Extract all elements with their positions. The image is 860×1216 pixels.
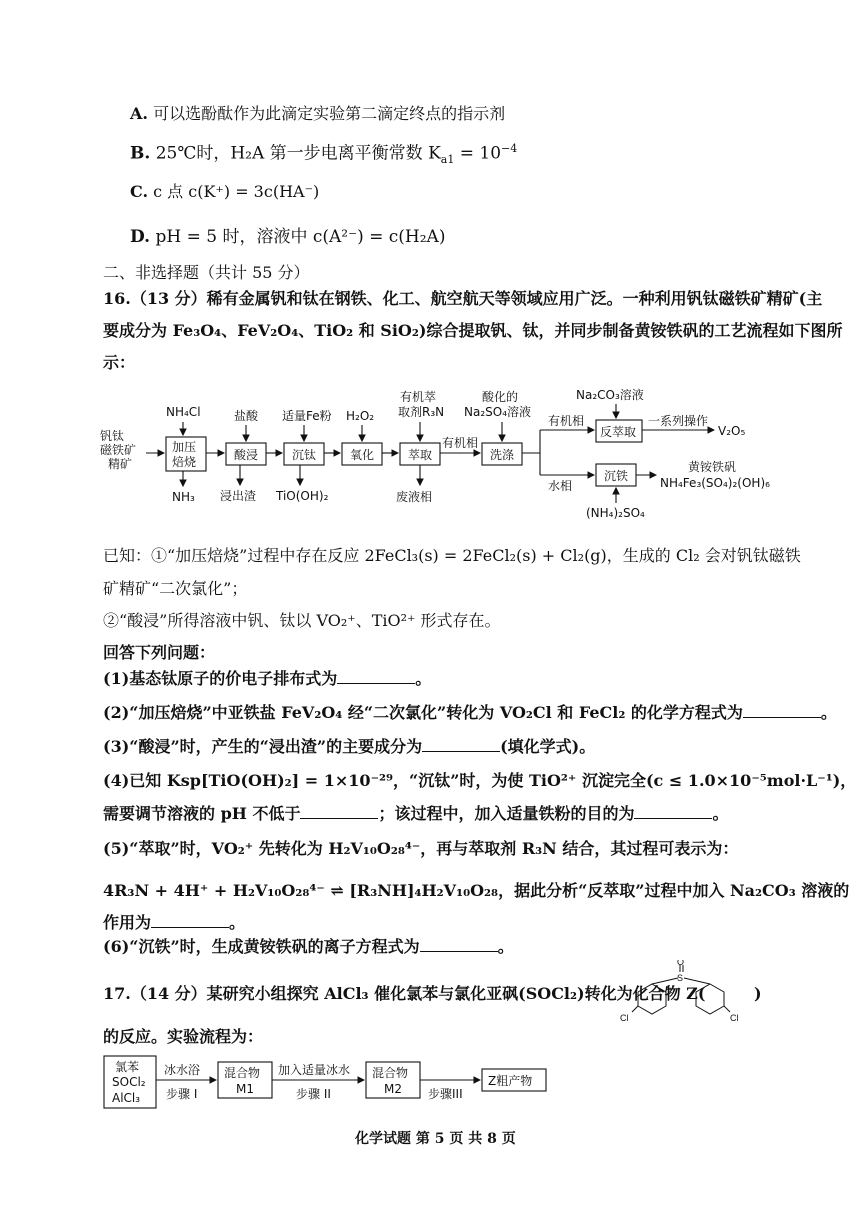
q16-part4-text: 需要调节溶液的 pH 不低于 [103,804,301,823]
q17-intro-close: ) [754,984,762,1003]
product-name-label: 黄铵铁矾 [688,460,737,474]
q16-part2: (2)“加压焙烧”中亚铁盐 FeV₂O₄ 经“二次氯化”转化为 VO₂Cl 和 FeCl₂ 的化学方程式为 。 [103,703,837,722]
hcl-label: 盐酸 [234,409,259,423]
product-formula-label: NH₄Fe₃(SO₄)₂(OH)₆ [660,476,770,490]
step-3-label: 步骤III [428,1087,463,1101]
option-d-label: D. [130,227,151,247]
option-b-label: B. [130,143,151,164]
option-a [130,103,505,125]
box-ti-precip-label: 沉钛 [292,448,317,462]
box-fe-precip-label: 沉铁 [604,469,629,483]
option-d-text: pH = 5 时，溶液中 c(A²⁻) = c(H₂A) [155,227,446,247]
box-wash-label: 洗涤 [490,448,515,462]
m2-line1: 混合物 [372,1066,409,1080]
q16-part3-blank[interactable] [422,737,500,752]
q16-intro-line1: 16.（13 分）稀有金属钒和钛在钢铁、化工、航空航天等领域应用广泛。一种利用钒钛磁铁矿精矿(主 [103,289,823,308]
m2-line2: M2 [384,1082,402,1096]
q16-part3 [103,736,595,758]
box-acid-leach-label: 酸浸 [234,448,259,462]
option-b-sup: −4 [501,142,518,155]
q16-part1-text: (1)基态钛原子的价电子排布式为 [103,669,338,688]
option-c-label: C. [130,182,149,201]
q16-part3-text: (3)“酸浸”时，产生的“浸出渣”的主要成分为 [103,737,423,756]
raw-label-2: 磁铁矿 [100,443,137,457]
mol-chlorine-right: Cl [730,1013,739,1023]
organic-phase-label: 有机相 [442,436,479,450]
compound-z-structure [620,960,754,1024]
q16-part6-text: (6)“沉铁”时，生成黄铵铁矾的离子方程式为 [103,937,420,956]
known-2: ②“酸浸”所得溶液中钒、钛以 VO₂⁺、TiO²⁺ 形式存在。 [103,611,501,630]
q16-flowchart [100,385,800,525]
q16-part5-blank[interactable] [151,913,229,928]
q16-part2-blank[interactable] [743,703,821,718]
h2o2-label: H₂O₂ [346,409,375,423]
reactant-socl2: SOCl₂ [112,1075,146,1089]
q17-flowchart [100,1052,560,1114]
reactant-alcl3: AlCl₃ [112,1091,141,1105]
known-1a: 已知：①“加压焙烧”过程中存在反应 2FeCl₃(s) = 2FeCl₂(s) + Cl₂(g)，生成的 Cl₂ 会对钒钛磁铁 [103,546,801,565]
q16-part4-line2: 需要调节溶液的 pH 不低于 ；该过程中，加入适量铁粉的目的为 。 [103,804,729,823]
q16-part1-blank[interactable] [337,669,415,684]
option-a-text: 可以选酚酞作为此滴定实验第二滴定终点的指示剂 [153,104,506,123]
q16-part4-text2: ；该过程中，加入适量铁粉的目的为 [378,804,635,823]
acid-sulfate-label-2: Na₂SO₄溶液 [464,405,532,419]
q16-intro-line2: 要成分为 Fe₃O₄、FeV₂O₄、TiO₂ 和 SiO₂)综合提取钒、钛，并同步制备黄铵铁矾的工艺流程如下图所 [103,321,843,340]
raw-label-1: 钒钛 [100,429,125,443]
extractant-label-1: 有机萃 [400,390,437,404]
option-b-sub: a1 [440,153,455,167]
step-1-label: 步骤 I [166,1087,198,1101]
q16-part5-line2: 4R₃N + 4H⁺ + H₂V₁₀O₂₈⁴⁻ ⇌ [R₃NH]₄H₂V₁₀O₂₈，据此分析“反萃取”过程中加入 Na₂CO₃ 溶液的 [103,881,850,900]
q16-part4-blank-ph[interactable] [300,804,378,819]
m1-line2: M1 [236,1082,254,1096]
q17-intro-line2: 的反应。实验流程为： [103,1027,264,1046]
mol-chlorine-left: Cl [620,1013,629,1023]
box-extract-label: 萃取 [408,448,433,462]
q16-part6: (6)“沉铁”时，生成黄铵铁矾的离子方程式为 。 [103,937,514,956]
organic-phase-label-2: 有机相 [548,414,585,428]
option-b [130,138,517,171]
q16-intro-line3: 示： [103,353,136,372]
q16-part3-suffix: (填化学式)。 [500,737,596,756]
series-ops-label: 一系列操作 [648,414,709,428]
fe-powder-label: 适量Fe粉 [282,409,332,423]
nh4cl-label: NH₄Cl [166,405,201,419]
raw-label-3: 精矿 [108,457,133,471]
known-1b: 矿精矿“二次氯化”； [103,579,248,598]
q16-part5-line1: (5)“萃取”时，VO₂⁺ 先转化为 H₂V₁₀O₂₈⁴⁻，再与萃取剂 R₃N 结合，其过程可表示为： [103,839,739,858]
option-c-text: c 点 c(K⁺) = 3c(HA⁻) [153,182,320,201]
residue-label: 浸出渣 [220,489,257,503]
q16-part2-text: (2)“加压焙烧”中亚铁盐 FeV₂O₄ 经“二次氯化”转化为 VO₂Cl 和 FeCl₂ 的化学方程式为 [103,703,743,722]
aqueous-phase-label: 水相 [548,479,573,493]
reactant-chlorobenzene: 氯苯 [115,1060,140,1074]
cond-ice-bath: 冰水浴 [164,1063,201,1077]
option-c [130,181,319,203]
option-d [130,226,445,248]
box-roast-line2: 焙烧 [172,455,197,469]
q17-intro-line1: 17.（14 分）某研究小组探究 AlCl₃ 催化氯苯与氯化亚砜(SOCl₂)转化为化合物 Z( [103,984,706,1003]
option-a-label: A. [130,104,148,123]
nh3-label: NH₃ [172,490,195,504]
waste-liquid-label: 废液相 [396,490,433,504]
answer-prompt: 回答下列问题： [103,643,216,662]
section-heading: 二、非选择题（共计 55 分） [103,263,310,282]
box-back-extract-label: 反萃取 [600,425,637,439]
box-roast-line1: 加压 [172,440,197,454]
q16-part4-blank-purpose[interactable] [634,804,712,819]
q16-part5-text: 作用为 [103,913,152,932]
option-b-tail: = 10 [454,143,502,164]
tioh-label: TiO(OH)₂ [276,489,329,503]
q16-part1: (1)基态钛原子的价电子排布式为 。 [103,669,432,688]
ammonium-sulfate-label: (NH₄)₂SO₄ [586,506,645,520]
option-b-text: 25℃时，H₂A 第一步电离平衡常数 K [155,143,441,164]
box-oxidize-label: 氧化 [350,448,375,462]
q16-part4-line1: (4)已知 Ksp[TiO(OH)₂] = 1×10⁻²⁹，“沉钛”时，为使 TiO²⁺ 沉淀完全(c ≤ 1.0×10⁻⁵mol·L⁻¹)， [103,771,857,790]
q16-part6-blank[interactable] [420,937,498,952]
v2o5-label: V₂O₅ [718,424,746,438]
m1-line1: 混合物 [224,1066,261,1080]
na2co3-label: Na₂CO₃溶液 [576,388,644,402]
step-2-label: 步骤 II [296,1087,331,1101]
cond-ice-water: 加入适量冰水 [278,1063,351,1077]
page-footer: 化学试题 第 5 页 共 8 页 [355,1131,516,1147]
crude-z-label: Z粗产物 [488,1074,533,1088]
acid-sulfate-label-1: 酸化的 [482,390,519,404]
q16-part5-line3: 作用为 。 [103,913,246,932]
extractant-label-2: 取剂R₃N [398,405,445,419]
mol-sulfur: S [677,973,684,983]
mol-oxygen: O [677,960,685,967]
